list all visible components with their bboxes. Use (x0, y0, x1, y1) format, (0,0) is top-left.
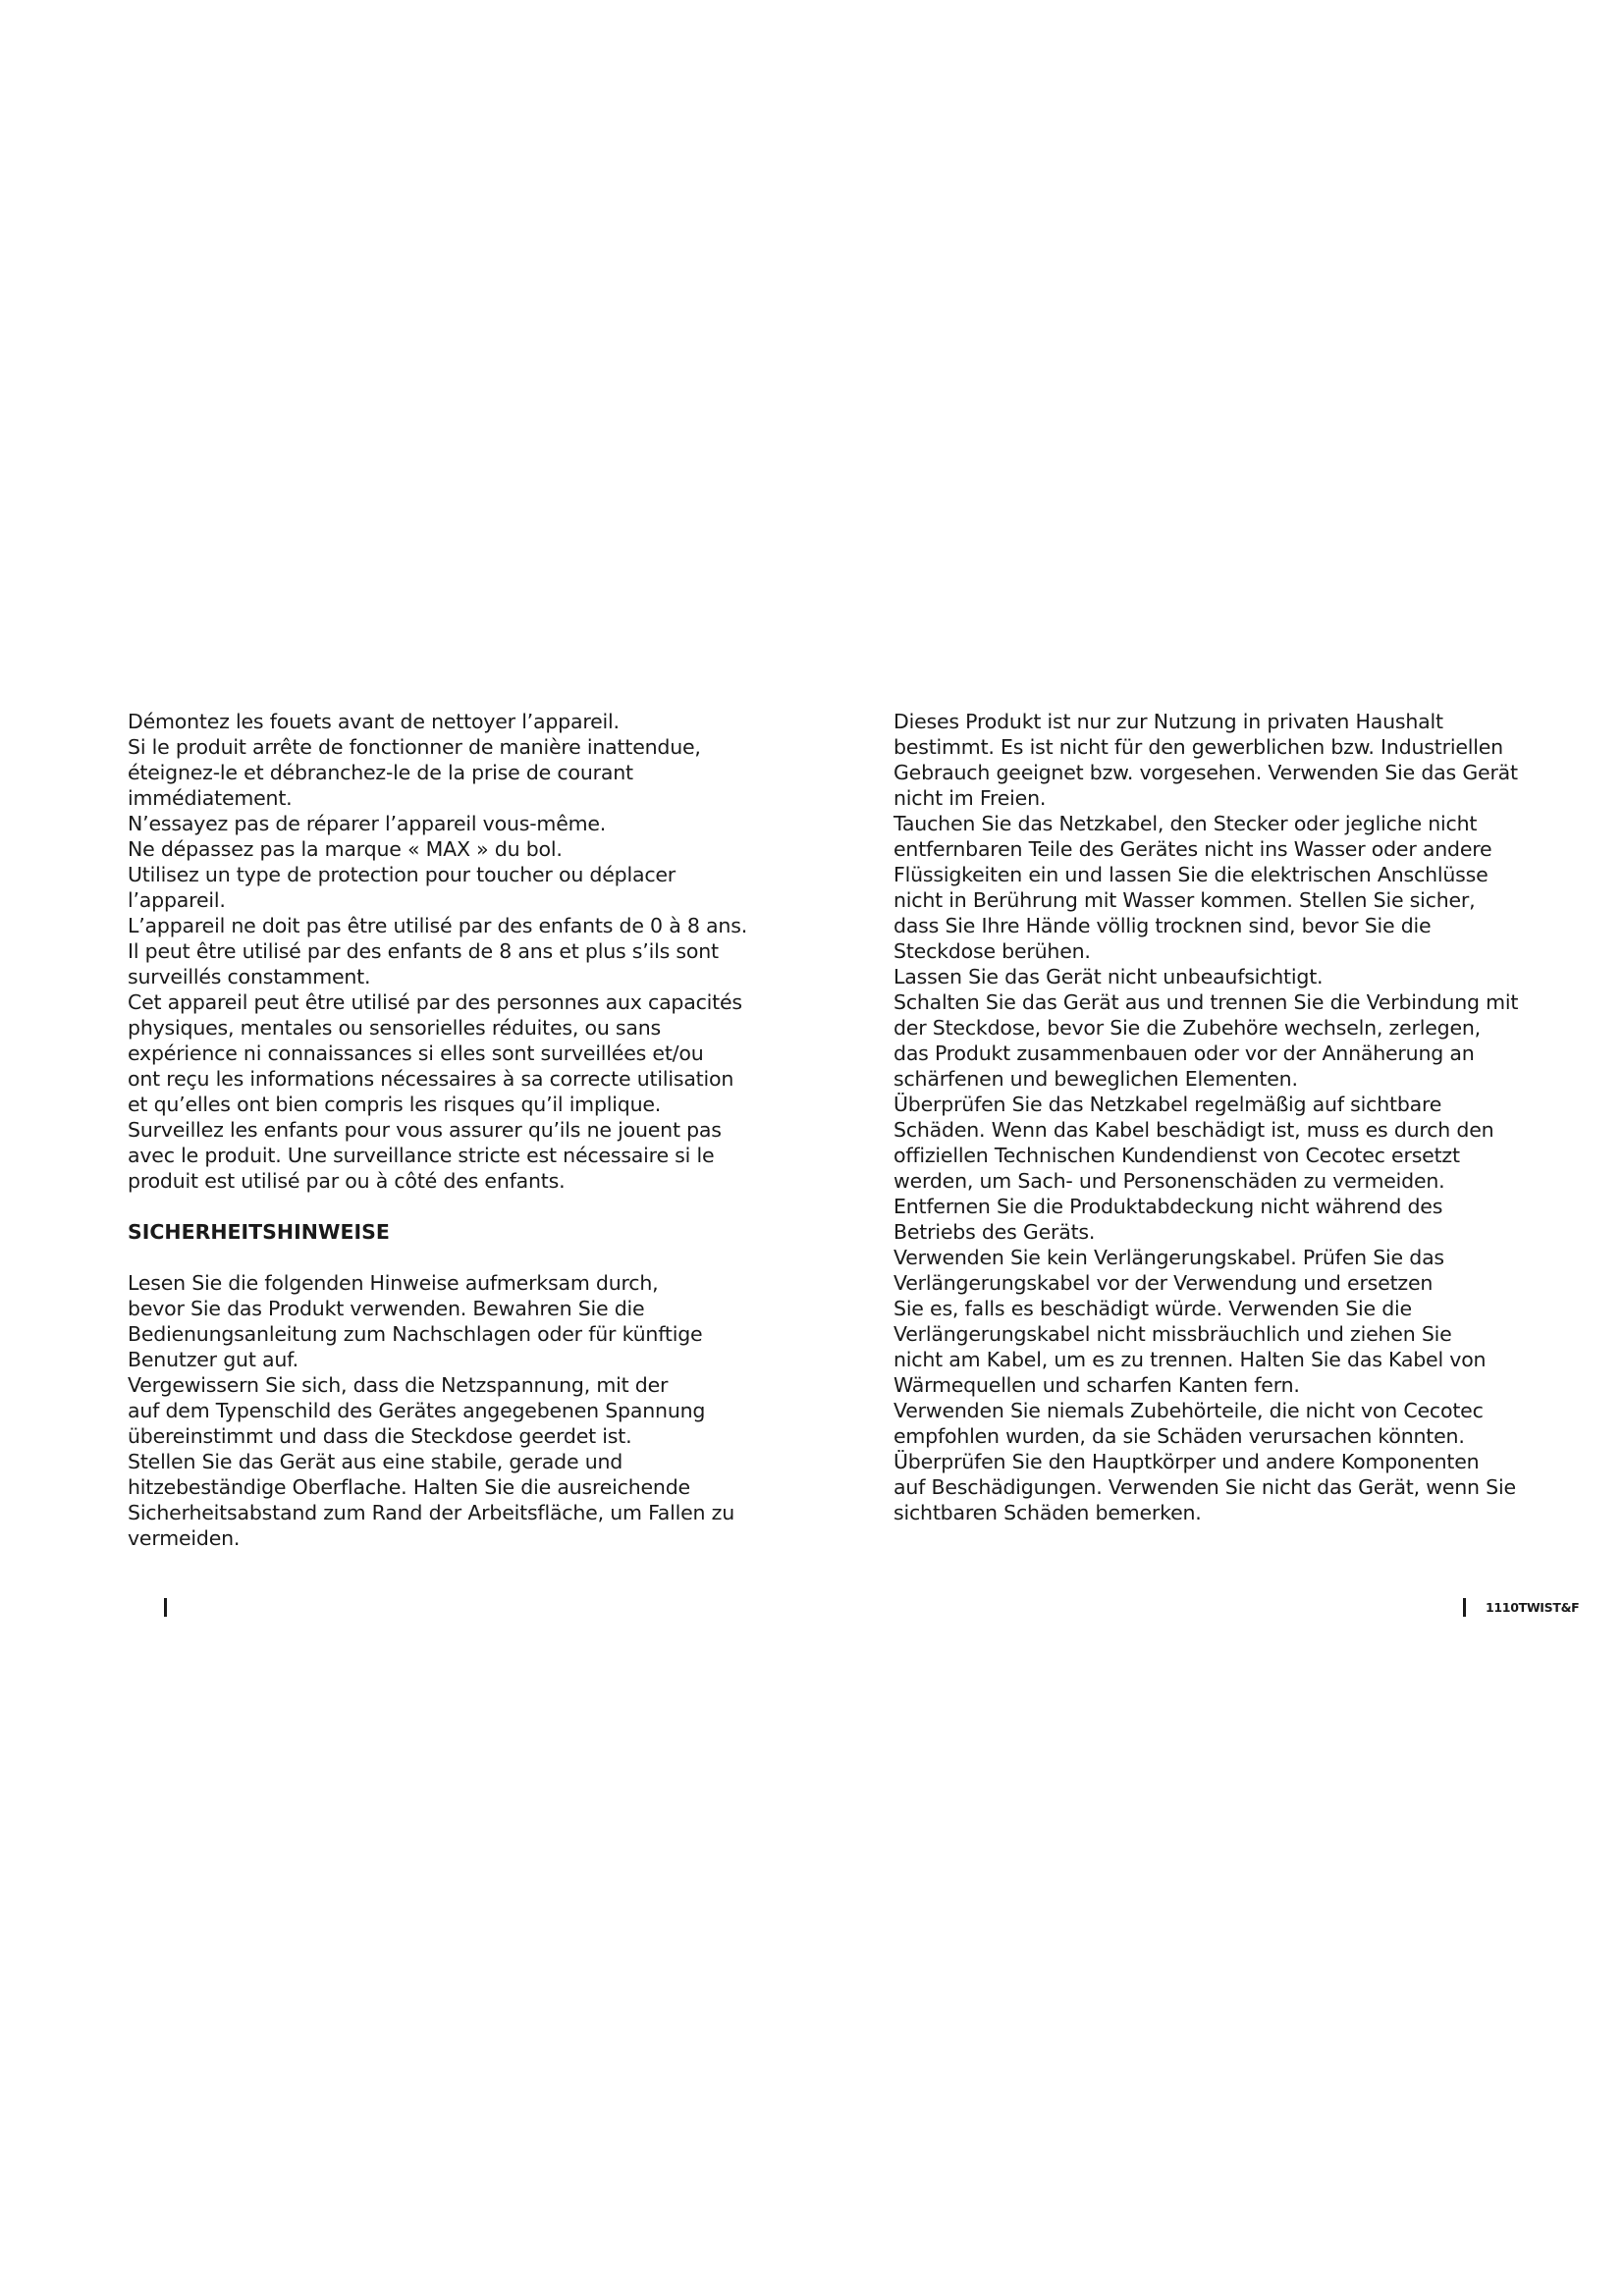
text-line: Dieses Produkt ist nur zur Nutzung in privaten Haushalt (893, 710, 1443, 733)
text-line: L’appareil ne doit pas être utilisé par des enfants de 0 à 8 ans. (128, 914, 748, 937)
text-line: Stellen Sie das Gerät aus eine stabile, gerade und (128, 1450, 623, 1473)
section-heading: SICHERHEITSHINWEISE (128, 1220, 390, 1244)
text-line: et qu’elles ont bien compris les risques qu’il implique. (128, 1093, 662, 1116)
text-line: Sie es, falls es beschädigt würde. Verwenden Sie die (893, 1297, 1412, 1320)
text-line: vermeiden. (128, 1526, 241, 1550)
text-line: Schäden. Wenn das Kabel beschädigt ist, muss es durch den (893, 1118, 1494, 1142)
text-line: nicht am Kabel, um es zu trennen. Halten Sie das Kabel von (893, 1348, 1487, 1371)
text-line: produit est utilisé par ou à côté des enfants. (128, 1169, 566, 1193)
text-line: der Steckdose, bevor Sie die Zubehöre wechseln, zerlegen, (893, 1016, 1481, 1040)
text-line: N’essayez pas de réparer l’appareil vous-même. (128, 812, 607, 835)
text-line: avec le produit. Une surveillance stricte est nécessaire si le (128, 1144, 715, 1167)
text-line: l’appareil. (128, 888, 226, 912)
german-safety-intro-paragraphs (128, 1270, 756, 1551)
text-line: nicht in Berührung mit Wasser kommen. Stellen Sie sicher, (893, 888, 1476, 912)
french-safety-paragraphs (128, 709, 756, 1194)
text-line: Überprüfen Sie das Netzkabel regelmäßig auf sichtbare (893, 1093, 1442, 1116)
left-column (128, 709, 756, 1551)
text-line: bestimmt. Es ist nicht für den gewerblichen bzw. Industriellen (893, 735, 1503, 759)
text-line: Lesen Sie die folgenden Hinweise aufmerksam durch, (128, 1271, 659, 1295)
text-line: Bedienungsanleitung zum Nachschlagen oder für künftige (128, 1322, 703, 1346)
text-line: ont reçu les informations nécessaires à sa correcte utilisation (128, 1067, 734, 1091)
text-line: das Produkt zusammenbauen oder vor der Annäherung an (893, 1041, 1475, 1065)
text-line: empfohlen wurden, da sie Schäden verursachen könnten. (893, 1424, 1465, 1448)
text-line: Utilisez un type de protection pour toucher ou déplacer (128, 863, 677, 886)
text-line: Flüssigkeiten ein und lassen Sie die elektrischen Anschlüsse (893, 863, 1489, 886)
text-line: Surveillez les enfants pour vous assurer qu’ils ne jouent pas (128, 1118, 722, 1142)
text-line: Benutzer gut auf. (128, 1348, 298, 1371)
text-line: physiques, mentales ou sensorielles réduites, ou sans (128, 1016, 662, 1040)
text-line: Vergewissern Sie sich, dass die Netzspannung, mit der (128, 1373, 669, 1397)
text-line: auf Beschädigungen. Verwenden Sie nicht das Gerät, wenn Sie (893, 1475, 1516, 1499)
text-line: auf dem Typenschild des Gerätes angegebenen Spannung (128, 1399, 706, 1422)
text-line: Entfernen Sie die Produktabdeckung nicht während des (893, 1195, 1443, 1218)
right-page-number-bar (1463, 1598, 1466, 1617)
text-line: Verlängerungskabel vor der Verwendung und ersetzen (893, 1271, 1434, 1295)
text-line: Sicherheitsabstand zum Rand der Arbeitsfläche, um Fallen zu (128, 1501, 735, 1524)
text-line: Tauchen Sie das Netzkabel, den Stecker oder jegliche nicht (893, 812, 1478, 835)
text-line: expérience ni connaissances si elles sont surveillées et/ou (128, 1041, 704, 1065)
text-line: Si le produit arrête de fonctionner de manière inattendue, (128, 735, 701, 759)
text-line: nicht im Freien. (893, 786, 1047, 810)
text-line: offiziellen Technischen Kundendienst von Cecotec ersetzt (893, 1144, 1460, 1167)
text-line: bevor Sie das Produkt verwenden. Bewahren Sie die (128, 1297, 645, 1320)
text-line: Betriebs des Geräts. (893, 1220, 1096, 1244)
text-line: Wärmequellen und scharfen Kanten fern. (893, 1373, 1300, 1397)
text-line: entfernbaren Teile des Gerätes nicht ins Wasser oder andere (893, 837, 1492, 861)
left-page-number-bar (164, 1598, 167, 1617)
text-line: schärfenen und beweglichen Elementen. (893, 1067, 1298, 1091)
text-line: Démontez les fouets avant de nettoyer l’appareil. (128, 710, 620, 733)
text-line: immédiatement. (128, 786, 293, 810)
text-line: Cet appareil peut être utilisé par des personnes aux capacités (128, 990, 742, 1014)
text-line: Il peut être utilisé par des enfants de 8 ans et plus s’ils sont (128, 939, 719, 963)
text-line: Verwenden Sie niemals Zubehörteile, die nicht von Cecotec (893, 1399, 1484, 1422)
text-line: hitzebeständige Oberflache. Halten Sie die ausreichende (128, 1475, 690, 1499)
text-line: Schalten Sie das Gerät aus und trennen Sie die Verbindung mit (893, 990, 1519, 1014)
text-line: Verlängerungskabel nicht missbräuchlich und ziehen Sie (893, 1322, 1452, 1346)
german-safety-paragraphs (893, 709, 1522, 1525)
text-line: sichtbaren Schäden bemerken. (893, 1501, 1202, 1524)
text-line: Verwenden Sie kein Verlängerungskabel. Prüfen Sie das (893, 1246, 1444, 1269)
text-line: Überprüfen Sie den Hauptkörper und andere Komponenten (893, 1450, 1480, 1473)
text-line: Ne dépassez pas la marque « MAX » du bol. (128, 837, 563, 861)
right-column (893, 709, 1522, 1525)
text-line: Steckdose berühen. (893, 939, 1091, 963)
text-line: surveillés constamment. (128, 965, 371, 988)
text-line: Lassen Sie das Gerät nicht unbeaufsichtigt. (893, 965, 1324, 988)
text-line: dass Sie Ihre Hände völlig trocknen sind, bevor Sie die (893, 914, 1432, 937)
text-line: Gebrauch geeignet bzw. vorgesehen. Verwenden Sie das Gerät (893, 761, 1518, 784)
text-line: übereinstimmt und dass die Steckdose geerdet ist. (128, 1424, 632, 1448)
footer-model-name: 1110TWIST&F (1486, 1600, 1580, 1615)
text-line: werden, um Sach- und Personenschäden zu vermeiden. (893, 1169, 1445, 1193)
text-line: éteignez-le et débranchez-le de la prise de courant (128, 761, 633, 784)
